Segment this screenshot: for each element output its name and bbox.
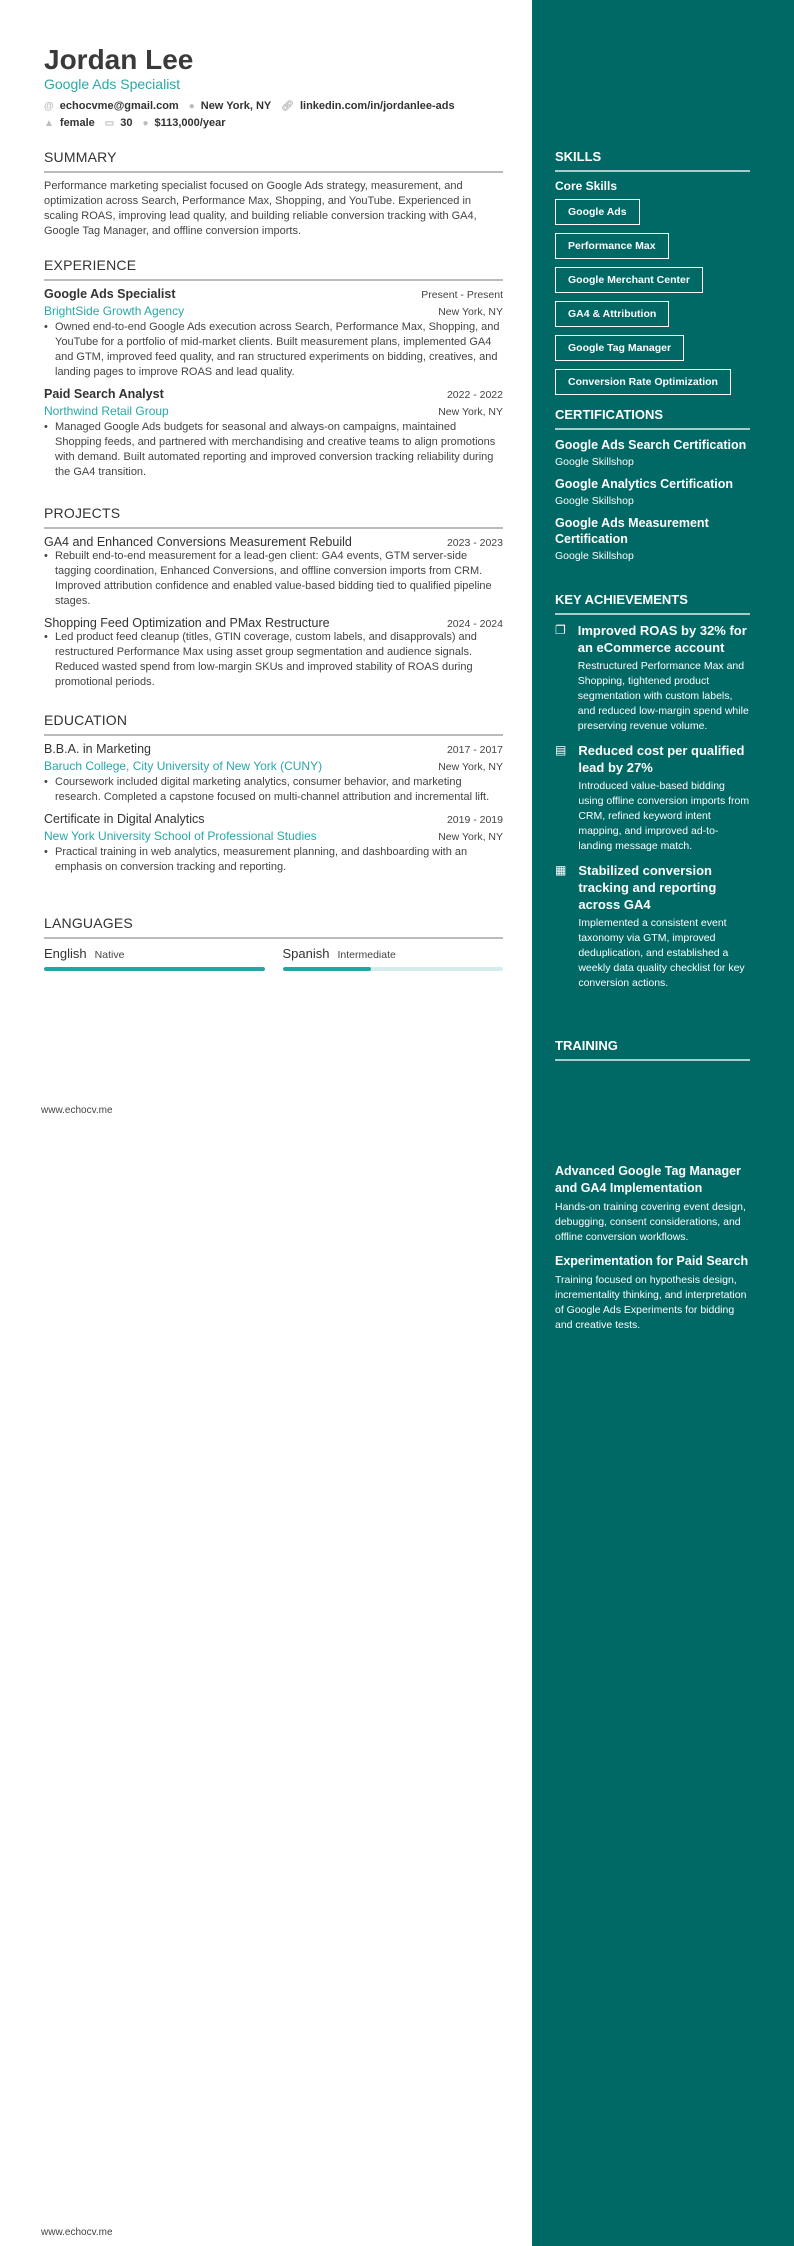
cert-issuer: Google Skillshop (555, 495, 634, 507)
cert-issuer: Google Skillshop (555, 456, 634, 468)
at-icon: @ (44, 101, 54, 112)
job-dates: Present - Present (421, 289, 503, 301)
language-bar (283, 967, 504, 971)
candidate-name: Jordan Lee (44, 44, 194, 75)
language-bar-fill (283, 967, 371, 971)
contact-row-1 (44, 100, 455, 112)
languages-section (44, 915, 503, 971)
section-heading: SUMMARY (44, 149, 503, 173)
job-location: New York, NY (438, 306, 503, 318)
school: New York University School of Professional Studies (44, 829, 317, 843)
money-icon: ● (142, 118, 149, 129)
bullet: • Owned end-to-end Google Ads execution across Search, Performance Max, Shopping, and YouTube for a portfolio of mid-market clients. Built measurement plans, implemented GA4 and GTM, improved feed quality, and ran structured experiments on bidding, creatives, and landing pages to improve ROAS and lead quality. (44, 320, 503, 380)
company: BrightSide Growth Agency (44, 304, 185, 318)
candidate-title: Google Ads Specialist (44, 76, 181, 92)
section-heading: PROJECTS (44, 505, 503, 529)
contact-age: ▭ 30 (104, 117, 133, 129)
skills-section (555, 149, 750, 403)
language-bar-fill (44, 967, 265, 971)
language-item (283, 945, 504, 971)
certifications-section (555, 407, 750, 570)
language-item (44, 945, 265, 971)
contact-row-2 (44, 117, 225, 129)
project-title: Shopping Feed Optimization and PMax Restructure (44, 616, 330, 630)
experience-item (44, 387, 503, 480)
skill-chip: Performance Max (555, 233, 750, 267)
job-location: New York, NY (438, 406, 503, 418)
job-title: Google Ads Specialist (44, 287, 176, 301)
store-icon: ▦ (555, 863, 567, 877)
education-item (44, 742, 503, 805)
achievement-item: ❐ Improved ROAS by 32% for an eCommerce account Restructured Performance Max and Shopping, tightened product segmentation with custom labels, and reduced low-margin spend while preserving revenue volume. (555, 623, 749, 732)
language-level: Native (94, 949, 125, 961)
bullet: • Rebuilt end-to-end measurement for a lead-gen client: GA4 events, GTM server-side tagging coordination, Enhanced Conversions, and offline conversion imports from CRM. Improved attribution confidence and enabled value-based bidding tied to qualified pipeline stages. (44, 549, 503, 609)
language-name: English (44, 946, 87, 961)
achievement-item: ▤ Reduced cost per qualified lead by 27% Introduced value-based bidding using offline conversion imports from CRM, refined keyword intent mapping, and improved ad-to-landing message match. (555, 743, 750, 852)
job-dates: 2022 - 2022 (446, 389, 503, 401)
contact-location: ● New York, NY (188, 100, 272, 112)
achievement-item: ▦ Stabilized conversion tracking and reporting across GA4 Implemented a consistent event taxonomy via GTM, improved deduplication, and established a weekly data quality checklist for key conversion actions. (555, 863, 745, 989)
summary-section (44, 149, 503, 239)
footer-link[interactable]: www.echocv.me (41, 2227, 113, 2238)
contact-gender: ▲ female (44, 117, 95, 129)
cert-name: Google Analytics Certification (555, 477, 734, 491)
contact-salary: ● $113,000/year (142, 117, 226, 129)
bullet: • Coursework included digital marketing analytics, consumer behavior, and marketing research. Completed a capstone focused on multi-channel attribution and incremental lift. (44, 775, 503, 805)
project-title: GA4 and Enhanced Conversions Measurement Rebuild (44, 535, 352, 549)
school: Baruch College, City University of New York (CUNY) (44, 759, 323, 773)
training-desc: Hands-on training covering event design, debugging, consent considerations, and offline conversion workflows. (555, 1201, 746, 1243)
section-heading: SKILLS (555, 149, 750, 172)
contact-email[interactable]: @ echocvme@gmail.com (44, 100, 179, 112)
cert-name: Google Ads Measurement Certification (555, 516, 709, 546)
section-heading: EXPERIENCE (44, 257, 503, 281)
language-bar (44, 967, 265, 971)
project-dates: 2023 - 2023 (446, 537, 503, 549)
section-heading: CERTIFICATIONS (555, 407, 750, 430)
project-item (44, 535, 503, 609)
edu-dates: 2019 - 2019 (446, 814, 503, 826)
cert-issuer: Google Skillshop (555, 550, 634, 562)
degree: B.B.A. in Marketing (44, 742, 151, 756)
contact-linkedin[interactable]: 🔗︎ linkedin.com/in/jordanlee-ads (281, 100, 455, 112)
link-icon: 🔗︎ (281, 101, 294, 112)
skill-chip: Conversion Rate Optimization (555, 369, 750, 403)
bullet: • Practical training in web analytics, measurement planning, and dashboarding with an emphasis on conversion tracking and reporting. (44, 845, 503, 875)
training-list (555, 1163, 750, 1341)
copy-icon: ❐ (555, 623, 566, 637)
skill-chip: Google Tag Manager (555, 335, 750, 369)
language-name: Spanish (282, 946, 330, 961)
company: Northwind Retail Group (44, 404, 169, 418)
project-item (44, 616, 503, 690)
projects-section (44, 505, 503, 697)
person-icon: ▲ (44, 118, 54, 129)
summary-text: Performance marketing specialist focused on Google Ads strategy, measurement, and optimization across Search, Performance Max, Shopping, and YouTube. Experienced in scaling ROAS, improving lead quality, and building reliable conversion tracking with GA4, Google Tag Manager, and offline conversion imports. (44, 180, 477, 237)
language-level: Intermediate (337, 949, 396, 961)
bullet: • Managed Google Ads budgets for seasonal and always-on campaigns, maintained Shopping feeds, and partnered with merchandising and creative teams to align promotions with demand. Built automated reporting and improved conversion tracking reliability during the GA4 transition. (44, 420, 503, 480)
section-heading: KEY ACHIEVEMENTS (555, 592, 750, 615)
section-heading: TRAINING (555, 1038, 750, 1061)
document-icon: ▤ (555, 743, 567, 757)
section-heading: EDUCATION (44, 712, 503, 736)
location-pin-icon: ● (188, 101, 195, 112)
experience-item (44, 287, 503, 380)
education-item (44, 812, 503, 875)
skill-chip: Google Ads (555, 199, 750, 233)
achievements-section (555, 592, 750, 999)
skill-chip: GA4 & Attribution (555, 301, 750, 335)
section-heading: LANGUAGES (44, 915, 503, 939)
project-dates: 2024 - 2024 (446, 618, 503, 630)
edu-location: New York, NY (438, 831, 503, 843)
skill-chip: Google Merchant Center (555, 267, 750, 301)
calendar-icon: ▭ (104, 118, 115, 129)
skill-group-title: Core Skills (555, 179, 618, 193)
edu-location: New York, NY (438, 761, 503, 773)
footer-link[interactable]: www.echocv.me (41, 1105, 113, 1116)
bullet: • Led product feed cleanup (titles, GTIN coverage, custom labels, and disapprovals) and restructured Performance Max using asset group segmentation and audience signals. Reduced wasted spend from low-margin SKUs and improved stability of ROAS during promotional periods. (44, 630, 503, 690)
cert-name: Google Ads Search Certification (555, 438, 747, 452)
experience-section (44, 257, 503, 487)
training-section (555, 1038, 750, 1068)
edu-dates: 2017 - 2017 (446, 744, 503, 756)
training-title: Advanced Google Tag Manager and GA4 Implementation (555, 1164, 741, 1195)
education-section (44, 712, 503, 882)
training-title: Experimentation for Paid Search (555, 1254, 749, 1268)
degree: Certificate in Digital Analytics (44, 812, 205, 826)
job-title: Paid Search Analyst (44, 387, 164, 401)
training-desc: Training focused on hypothesis design, incrementality thinking, and interpretation of Google Ads Experiments for bidding and creative tests. (555, 1274, 747, 1331)
